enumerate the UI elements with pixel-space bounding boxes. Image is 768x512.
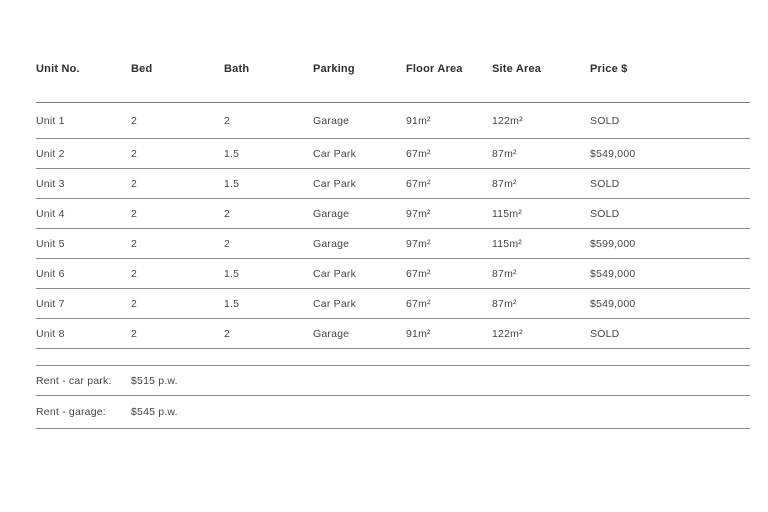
cell-unit: Unit 8 <box>36 327 65 340</box>
cell-price: $549,000 <box>590 147 636 160</box>
cell-price: $549,000 <box>590 267 636 280</box>
cell-bath: 1.5 <box>224 297 240 310</box>
cell-site-area: 122m² <box>492 114 523 127</box>
rent-value: $515 p.w. <box>131 374 178 387</box>
table-row <box>36 259 750 289</box>
rent-value: $545 p.w. <box>131 406 178 418</box>
cell-parking: Garage <box>313 327 350 340</box>
cell-bed: 2 <box>131 207 138 220</box>
cell-floor-area: 67m² <box>406 177 431 190</box>
cell-parking: Car Park <box>313 267 357 280</box>
cell-floor-area: 97m² <box>406 237 431 250</box>
cell-bath: 2 <box>224 237 231 250</box>
table-row <box>36 199 750 229</box>
cell-site-area: 87m² <box>492 177 517 190</box>
cell-site-area: 115m² <box>492 207 522 220</box>
cell-price: $549,000 <box>590 297 636 310</box>
cell-price: SOLD <box>590 327 620 340</box>
cell-bed: 2 <box>131 327 138 340</box>
rent-label: Rent - garage: <box>36 406 106 418</box>
rent-row-garage <box>36 396 750 429</box>
column-header-parking: Parking <box>313 63 355 75</box>
cell-parking: Garage <box>313 207 350 220</box>
cell-bath: 1.5 <box>224 267 240 280</box>
cell-price: SOLD <box>590 207 620 220</box>
column-header-price: Price $ <box>590 63 628 75</box>
table-row <box>36 229 750 259</box>
table-row <box>36 289 750 319</box>
column-header-site-area: Site Area <box>492 63 542 75</box>
cell-bed: 2 <box>131 237 138 250</box>
cell-price: SOLD <box>590 114 620 127</box>
cell-unit: Unit 7 <box>36 297 65 310</box>
cell-floor-area: 67m² <box>406 297 431 310</box>
table-header-row <box>36 63 750 103</box>
cell-bed: 2 <box>131 267 138 280</box>
table-row <box>36 319 750 349</box>
column-header-bed: Bed <box>131 63 153 75</box>
cell-site-area: 122m² <box>492 327 523 340</box>
cell-unit: Unit 1 <box>36 114 65 127</box>
cell-bed: 2 <box>131 297 138 310</box>
cell-site-area: 87m² <box>492 147 517 160</box>
column-header-bath: Bath <box>224 63 250 75</box>
cell-site-area: 87m² <box>492 297 517 310</box>
cell-parking: Car Park <box>313 297 357 310</box>
cell-price: SOLD <box>590 177 620 190</box>
cell-parking: Garage <box>313 114 350 127</box>
cell-bath: 2 <box>224 327 231 340</box>
cell-site-area: 87m² <box>492 267 517 280</box>
cell-bath: 1.5 <box>224 147 240 160</box>
cell-unit: Unit 4 <box>36 207 65 220</box>
cell-bed: 2 <box>131 114 138 127</box>
unit-price-table <box>36 63 750 349</box>
cell-bed: 2 <box>131 147 138 160</box>
cell-unit: Unit 2 <box>36 147 65 160</box>
cell-unit: Unit 3 <box>36 177 65 190</box>
cell-unit: Unit 5 <box>36 237 65 250</box>
table-row <box>36 139 750 169</box>
cell-floor-area: 67m² <box>406 267 431 280</box>
cell-floor-area: 97m² <box>406 207 431 220</box>
cell-parking: Car Park <box>313 147 357 160</box>
cell-bath: 2 <box>224 207 231 220</box>
table-row <box>36 103 750 139</box>
cell-bath: 2 <box>224 114 231 127</box>
column-header-unit-no: Unit No. <box>36 63 80 75</box>
column-header-floor-area: Floor Area <box>406 63 463 75</box>
rent-table <box>36 365 750 429</box>
cell-floor-area: 91m² <box>406 327 431 340</box>
table-row <box>36 169 750 199</box>
cell-floor-area: 91m² <box>406 114 431 127</box>
cell-site-area: 115m² <box>492 237 522 250</box>
rent-label: Rent - car park: <box>36 374 112 387</box>
cell-price: $599,000 <box>590 237 636 250</box>
cell-bed: 2 <box>131 177 138 190</box>
cell-parking: Garage <box>313 237 350 250</box>
cell-parking: Car Park <box>313 177 357 190</box>
cell-unit: Unit 6 <box>36 267 65 280</box>
cell-bath: 1.5 <box>224 177 240 190</box>
rent-row-car-park <box>36 366 750 396</box>
cell-floor-area: 67m² <box>406 147 431 160</box>
